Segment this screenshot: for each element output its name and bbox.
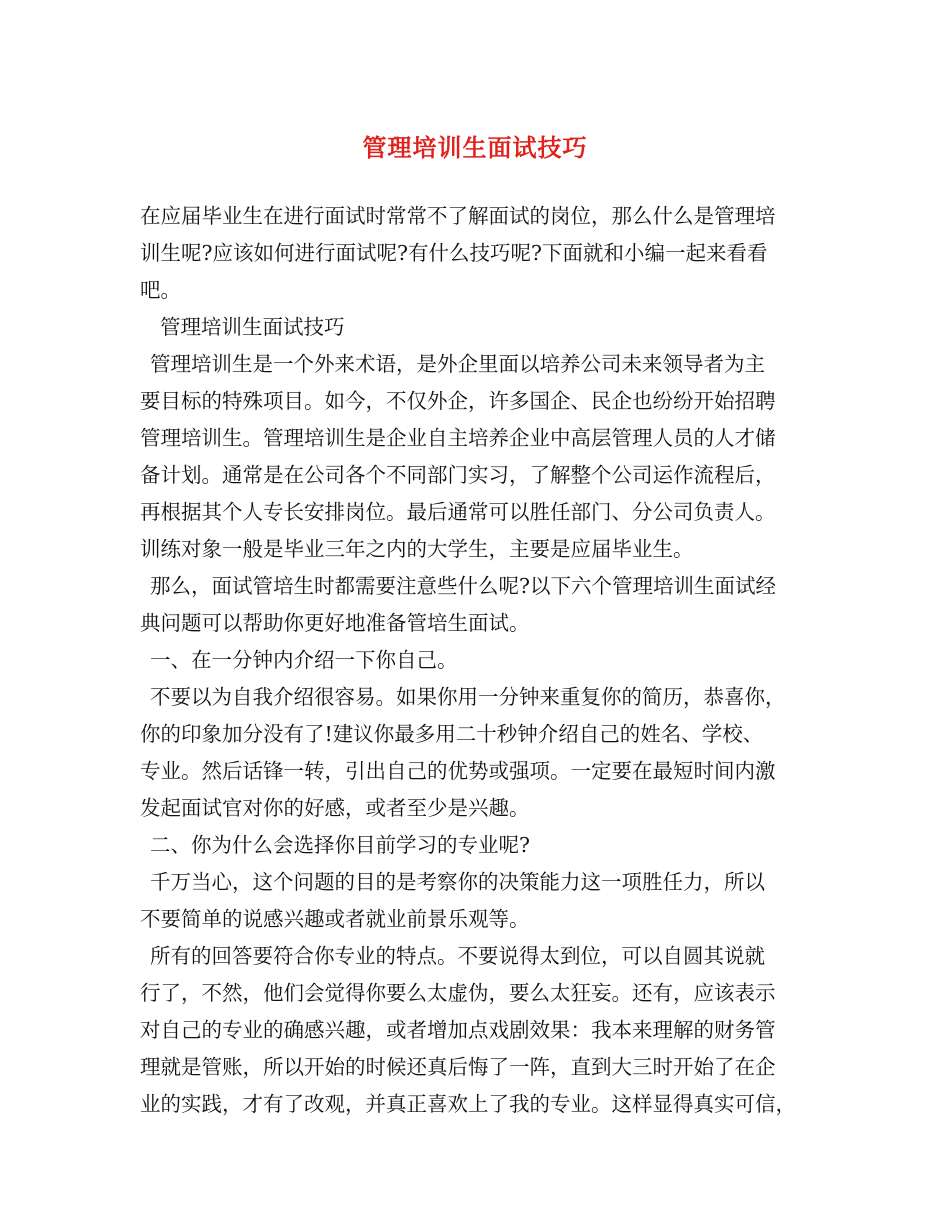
text-line: 所有的回答要符合你专业的特点。不要说得太到位，可以自圆其说就 [150,944,765,968]
text-line: 备计划。通常是在公司各个不同部门实习，了解整个公司运作流程后， [140,463,776,487]
text-line: 一、在一分钟内介绍一下你自己。 [150,648,458,672]
text-line: 要目标的特殊项目。如今，不仅外企，许多国企、民企也纷纷开始招聘 [140,389,776,413]
text-line: 不要以为自我介绍很容易。如果你用一分钟来重复你的简历，恭喜你， [150,685,786,709]
text-line: 典问题可以帮助你更好地准备管培生面试。 [140,611,530,635]
text-line: 专业。然后话锋一转，引出自己的优势或强项。一定要在最短时间内激 [140,759,776,783]
text-line: 千万当心，这个问题的目的是考察你的决策能力这一项胜任力，所以 [150,870,765,894]
document-body [140,198,820,1123]
text-line: 吧。 [140,278,181,302]
text-line: 管理培训生面试技巧 [160,315,345,339]
text-line: 那么，面试管培生时都需要注意些什么呢?以下六个管理培训生面试经 [150,574,776,598]
text-line: 对自己的专业的确感兴趣，或者增加点戏剧效果：我本来理解的财务管 [140,1018,776,1042]
document-title: 管理培训生面试技巧 [362,133,588,162]
text-line: 训练对象一般是毕业三年之内的大学生，主要是应届毕业生。 [140,537,694,561]
text-line: 不要简单的说感兴趣或者就业前景乐观等。 [140,907,530,931]
text-line: 在应届毕业生在进行面试时常常不了解面试的岗位，那么什么是管理培 [140,204,776,228]
text-line: 业的实践，才有了改观，并真正喜欢上了我的专业。这样显得真实可信， [140,1092,796,1116]
text-line: 管理培训生。管理培训生是企业自主培养企业中高层管理人员的人才储 [140,426,776,450]
text-line: 理就是管账，所以开始的时候还真后悔了一阵，直到大三时开始了在企 [140,1055,776,1079]
text-line: 你的印象加分没有了!建议你最多用二十秒钟介绍自己的姓名、学校、 [140,722,764,746]
text-line: 再根据其个人专长安排岗位。最后通常可以胜任部门、分公司负责人。 [140,500,776,524]
text-line: 发起面试官对你的好感，或者至少是兴趣。 [140,796,530,820]
text-line: 管理培训生是一个外来术语，是外企里面以培养公司未来领导者为主 [150,352,765,376]
text-line: 训生呢?应该如何进行面试呢?有什么技巧呢?下面就和小编一起来看看 [140,241,768,265]
text-line: 二、你为什么会选择你目前学习的专业呢? [150,833,530,857]
text-line: 行了，不然，他们会觉得你要么太虚伪，要么太狂妄。还有，应该表示 [140,981,776,1005]
